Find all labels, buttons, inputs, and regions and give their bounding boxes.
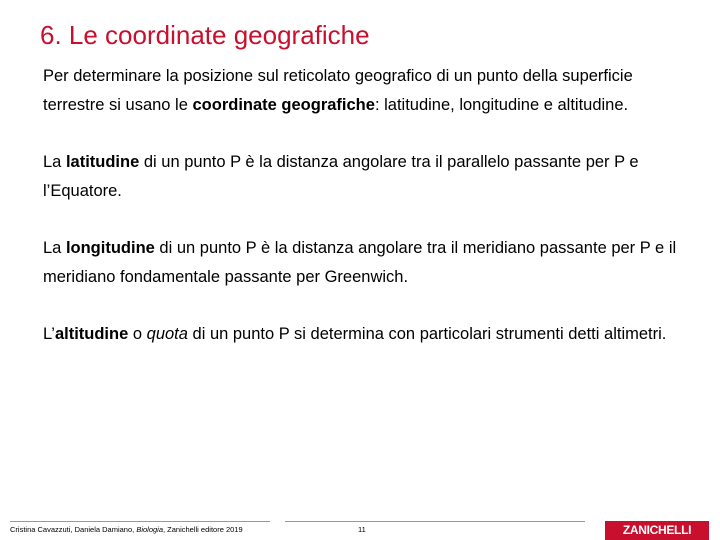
page-number: 11 xyxy=(358,525,366,534)
footer-divider xyxy=(285,521,585,522)
publisher-logo: ZANICHELLI xyxy=(605,521,709,540)
term-longitudine: longitudine xyxy=(65,239,155,257)
credit-publisher: , Zanichelli editore 2019 xyxy=(163,525,243,534)
paragraph-text: : latitudine, longitudine e altitudine. xyxy=(374,95,629,114)
credit-book-title: Biologia xyxy=(136,525,163,534)
paragraph-text: di un punto P è la distanza angolare tra il parallelo passante per P e l’Equatore. xyxy=(43,153,639,200)
paragraph-text: La xyxy=(43,239,66,257)
paragraph-text: La xyxy=(43,153,66,171)
footer-credit xyxy=(10,525,243,534)
slide-title: 6. Le coordinate geografiche xyxy=(40,20,370,50)
paragraph-text: di un punto P si determina con particolari strumenti detti altimetri. xyxy=(187,325,667,343)
paragraph-longitudine xyxy=(43,234,683,291)
paragraph-text: L’ xyxy=(43,325,55,343)
slide-body xyxy=(43,62,683,378)
footer xyxy=(0,515,720,540)
term-altitudine: altitudine xyxy=(54,325,129,343)
credit-authors: Cristina Cavazzuti, Daniela Damiano, xyxy=(10,525,137,534)
paragraph-text: Per determinare la posizione sul reticolato geografico di un punto della superficie terrestre si usano le xyxy=(43,67,633,114)
paragraph-text: o xyxy=(128,325,147,343)
paragraph-latitudine xyxy=(43,148,683,205)
term-coordinate-geografiche: coordinate geografiche xyxy=(192,95,375,114)
paragraph-text: di un punto P è la distanza angolare tra il meridiano passante per P e il meridiano fondamentale passante per Greenwich. xyxy=(43,239,677,286)
term-quota: quota xyxy=(146,325,188,343)
paragraph-altitudine xyxy=(43,320,683,349)
footer-divider xyxy=(10,521,270,522)
paragraph-intro xyxy=(43,62,683,119)
term-latitudine: latitudine xyxy=(65,153,140,171)
